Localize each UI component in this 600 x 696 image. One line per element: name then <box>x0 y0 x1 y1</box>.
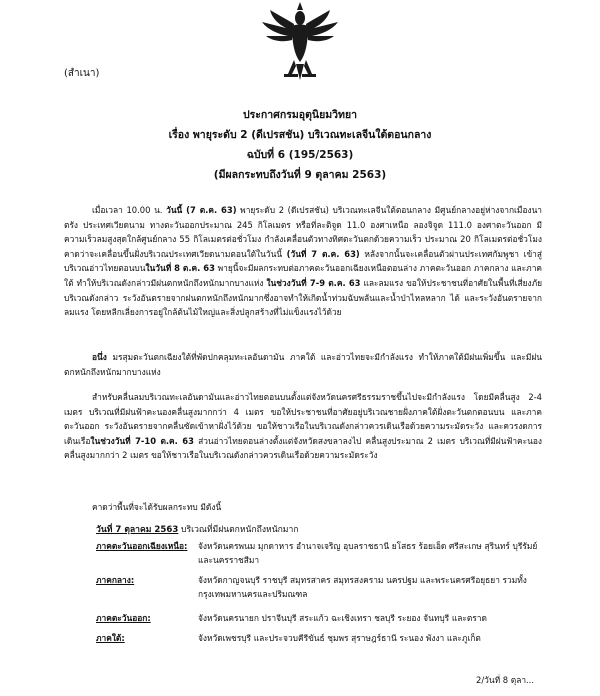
paragraph-wave-warning <box>64 390 542 463</box>
body-text: เมื่อเวลา 10.00 น. <box>92 205 167 215</box>
paragraph-monsoon <box>64 350 542 379</box>
body-text: และลมแรง ขอให้ประชาชนที่อาศัยในพื้นที่เสี่ยงภัยบริเวณดังกล่าว ระวังอันตรายจากฝนตกหนักถึงหนักมากซึ่งอาจทำให้เกิดน้ำท่วมฉับพลันและน้ำป่าไหลหลาก ได้ และระวังอันตรายจากลมแรง โดยหลีกเลี่ยงการอยู่ใกล้ต้นไม้ใหญ่และสิ่งปลูกสร้างที่ไม่แข็งแรงไว้ด้วย <box>64 277 543 318</box>
continued-page-note: 2/วันที่ 8 ตุลา... <box>476 675 535 685</box>
body-text: พายุระดับ 2 (ดีเปรสชัน) บริเวณทะเลจีนใต้ตอนกลาง มีศูนย์กลางอยู่ห่างจากเมืองนาตรัง ประเทศเวียดนาม ทางตะวันออกประมาณ 245 กิโลเมตร หรือที่ละติจูด 11.0 องศาเหนือ ลองจิจูด 111.0 องศาตะวันออก มีความเร็วลมสูงสุดใกล้ศูนย์กลาง 55 กิโลเมตรต่อชั่วโมง กำลังเคลื่อนตัวทางทิศตะวันตกด้วยความเร็ว ประมาณ 20 กิโลเมตรต่อชั่วโมง คาดว่าจะเคลื่อนขึ้นฝั่งบริเวณประเทศเวียดนามตอนใต้ในวันนี้ <box>64 205 542 259</box>
region-provinces: จังหวัดนครพนม มุกดาหาร อำนาจเจริญ อุบลราชธานี ยโสธร ร้อยเอ็ด ศรีสะเกษ สุรินทร์ บุรีรัมย์ และนครราชสีมา <box>198 541 538 565</box>
emphasis-text: ในช่วงวันที่ 7-9 ต.ค. 63 <box>266 277 361 288</box>
emphasis-text: อนึ่ง <box>92 352 107 362</box>
day-heading <box>96 522 298 536</box>
region-provinces: จังหวัดเพชรบุรี และประจวบคีรีขันธ์ ชุมพร สุราษฎร์ธานี ระนอง พังงา และภูเก็ต <box>198 633 481 643</box>
paragraph-affected-intro <box>64 500 542 515</box>
paragraph-storm-details <box>64 203 542 320</box>
region-label: ภาคใต้: <box>96 633 125 643</box>
emphasis-text: (วันที่ 7 ต.ค. 63) <box>286 248 360 259</box>
effective-period: (มีผลกระทบถึงวันที่ 9 ตุลาคม 2563) <box>213 169 387 181</box>
region-row-east <box>96 612 546 628</box>
region-row-central <box>96 574 546 602</box>
document-subject: เรื่อง พายุระดับ 2 (ดีเปรสชัน) บริเวณทะเลจีนใต้ตอนกลาง <box>168 129 432 141</box>
body-text: พายุนี้จะมีผลกระทบต่อภาคตะวันออกเฉียงเหนือตอนล่าง ภาคตะวันออก ภาคกลาง และภาคใต้ ทำให้บริเวณดังกล่าวมีฝนตกหนักถึงหนักมากบางแห่ง <box>64 263 542 288</box>
body-text: ส่วนอ่าวไทยตอนล่างตั้งแต่จังหวัดสงขลาลงไป คลื่นสูงประมาณ 2 เมตร บริเวณที่มีฝนฟ้าคะนองคลื่นสูงมากกว่า 2 เมตร ขอให้ชาวเรือในบริเวณดังกล่าวควรเดินเรือด้วยความระมัดระวัง <box>64 435 542 461</box>
p1-content <box>64 205 542 317</box>
p3-content <box>64 392 542 460</box>
document-title: ประกาศกรมอุตุนิยมวิทยา <box>242 109 358 121</box>
emphasis-text: ในวันที่ 8 ต.ค. 63 <box>145 263 215 274</box>
issue-number: ฉบับที่ 6 (195/2563) <box>246 149 354 161</box>
copy-label: (สำเนา) <box>64 68 100 79</box>
body-text: หลังจากนั้นจะเคลื่อนตัวผ่านประเทศกัมพูชา เข้าสู่บริเวณอ่าวไทยตอนบน <box>64 248 542 274</box>
p2-content <box>64 352 542 377</box>
day-date: วันที่ 7 ตุลาคม 2563 <box>96 525 179 535</box>
emphasis-text: ในช่วงวันที่ 7-10 ต.ค. 63 <box>90 435 194 446</box>
body-text: สำหรับคลื่นลมบริเวณทะเลอันดามันและอ่าวไทยตอนบนตั้งแต่จังหวัดนครศรีธรรมราชขึ้นไปจะมีกำลังแรง โดยมีคลื่นสูง 2-4 เมตร บริเวณที่มีฝนฟ้าคะนองคลื่นสูงมากกว่า 4 เมตร ขอให้ประชาชนที่อาศัยอยู่บริเวณชายฝั่งภาคใต้ฝั่งตะวันตกตอนบน และภาคตะวันออก ระวังอันตรายจากคลื่นซัดเข้าหาฝั่งไว้ด้วย ขอให้ชาวเรือในบริเวณดังกล่าวควรเดินเรือด้วยความระมัดระวัง และควรงดการเดินเรือ <box>64 392 542 446</box>
region-row-northeast <box>96 540 546 568</box>
region-provinces: จังหวัดนครนายก ปราจีนบุรี สระแก้ว ฉะเชิงเทรา ชลบุรี ระยอง จันทบุรี และตราด <box>198 613 487 623</box>
emphasis-text: วันนี้ (7 ต.ค. 63) <box>166 205 237 215</box>
garuda-emblem-icon <box>258 2 342 82</box>
region-label: ภาคตะวันออก: <box>96 613 151 623</box>
region-provinces: จังหวัดกาญจนบุรี ราชบุรี สมุทรสาคร สมุทรสงคราม นครปฐม และพระนครศรีอยุธยา รวมทั้งกรุงเทพมหานครและปริมณฑล <box>198 575 527 599</box>
p4-content: คาดว่าพื้นที่จะได้รับผลกระทบ มีดังนี้ <box>92 502 222 512</box>
region-label: ภาคกลาง: <box>96 575 135 585</box>
day-description: บริเวณที่มีฝนตกหนักถึงหนักมาก <box>178 525 299 535</box>
region-row-south <box>96 632 546 648</box>
body-text: มรสุมตะวันตกเฉียงใต้ที่พัดปกคลุมทะเลอันดามัน ภาคใต้ และอ่าวไทยจะมีกำลังแรง ทำให้ภาคใต้มีฝนเพิ่มขึ้น และมีฝนตกหนักถึงหนักมากบางแห่ง <box>64 352 542 377</box>
region-label: ภาคตะวันออกเฉียงเหนือ: <box>96 541 188 551</box>
